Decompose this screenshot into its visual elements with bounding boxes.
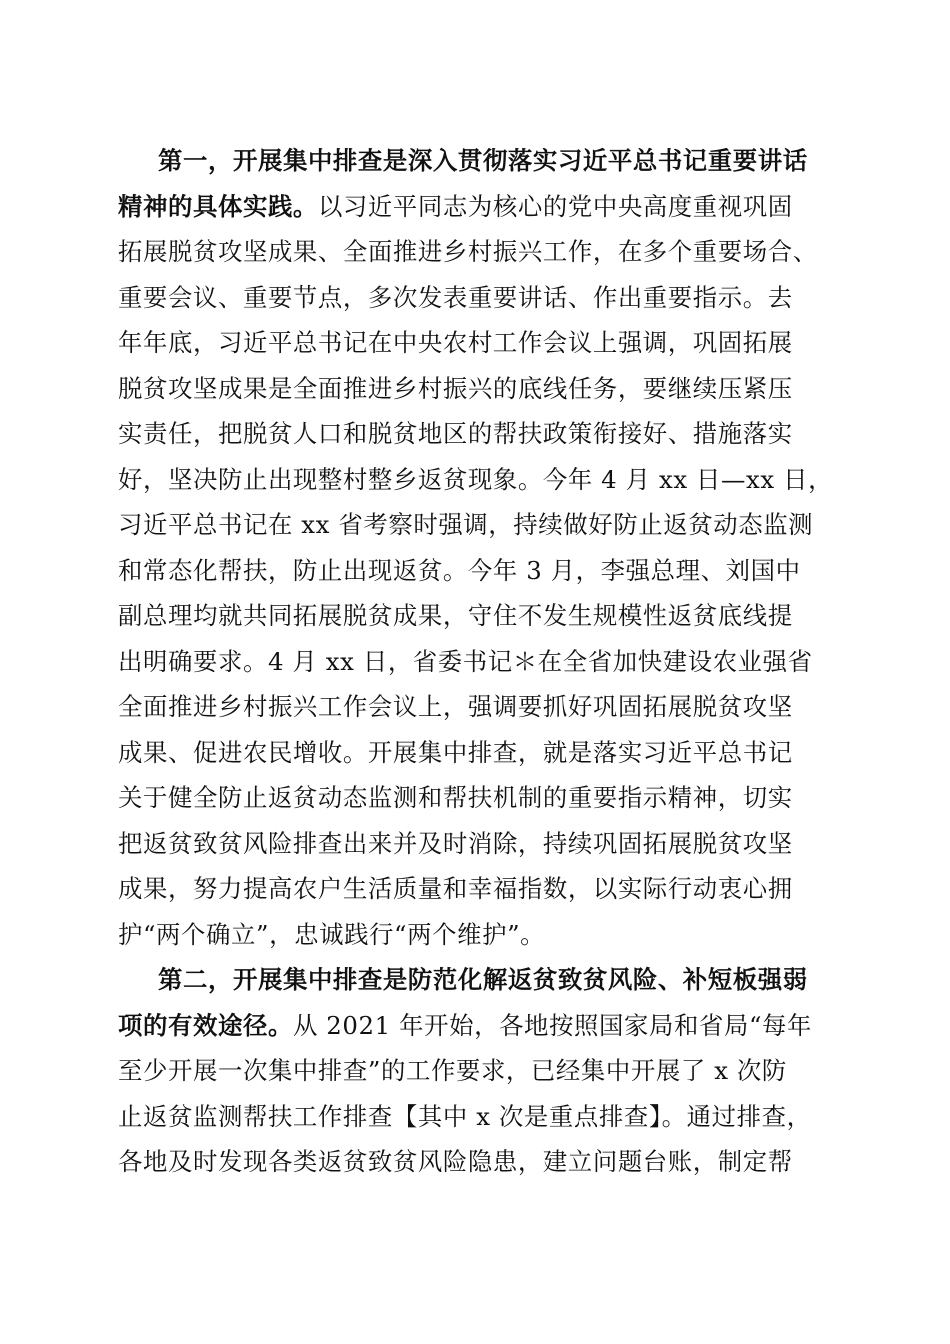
paragraph-1-line-4 [118, 283, 838, 313]
paragraph-1-line-9 [118, 510, 838, 540]
text-run: 以习近平同志为核心的党中央高度重视巩固 [317, 192, 793, 221]
text-run: 护“两个确立”，忠诚践行“两个维护”。 [118, 920, 546, 949]
paragraph-1-line-13 [118, 692, 838, 722]
text-run: 习近平总书记在 xx 省考察时强调，持续做好防止返贫动态监测 [118, 510, 814, 539]
paragraph-1-heading-end: 精神的具体实践。 [118, 192, 318, 221]
paragraph-1-line-17 [118, 874, 838, 904]
paragraph-1-line-16 [118, 829, 838, 859]
text-run: 各地及时发现各类返贫致贫风险隐患，建立问题台账，制定帮 [118, 1147, 793, 1176]
paragraph-1-heading: 第一，开展集中排查是深入贯彻落实习近平总书记重要讲话 [158, 146, 808, 175]
text-run: 副总理均就共同拓展脱贫成果，守住不发生规模性返贫底线提 [118, 601, 793, 630]
paragraph-1-line-11 [118, 601, 838, 631]
paragraph-2-line-5 [118, 1147, 838, 1177]
paragraph-1-line-5 [118, 328, 838, 358]
paragraph-1-line-1 [158, 146, 878, 176]
paragraph-2-line-4 [118, 1102, 838, 1132]
text-run: 拓展脱贫攻坚成果、全面推进乡村振兴工作，在多个重要场合、 [118, 237, 818, 266]
text-run: 至少开展一次集中排查”的工作要求，已经集中开展了 x 次防 [118, 1056, 787, 1085]
paragraph-2-line-2 [118, 1011, 838, 1041]
paragraph-1-line-3 [118, 237, 838, 267]
text-run: 年年底，习近平总书记在中央农村工作会议上强调，巩固拓展 [118, 328, 793, 357]
paragraph-1-line-12 [118, 647, 838, 677]
text-run: 出明确要求。4 月 xx 日，省委书记＊在全省加快建设农业强省 [118, 647, 813, 676]
paragraph-1-line-10 [118, 556, 838, 586]
paragraph-1-line-8 [118, 465, 838, 495]
paragraph-2-heading: 第二，开展集中排查是防范化解返贫致贫风险、补短板强弱 [158, 965, 808, 994]
text-run: 关于健全防止返贫动态监测和帮扶机制的重要指示精神，切实 [118, 783, 793, 812]
text-run: 重要会议、重要节点，多次发表重要讲话、作出重要指示。去 [118, 283, 793, 312]
text-run: 成果，努力提高农户生活质量和幸福指数，以实际行动衷心拥 [118, 874, 793, 903]
paragraph-1-line-7 [118, 419, 838, 449]
paragraph-1-line-15 [118, 783, 838, 813]
paragraph-1-line-6 [118, 374, 838, 404]
paragraph-2-heading-end: 项的有效途径。 [118, 1011, 293, 1040]
text-run: 脱贫攻坚成果是全面推进乡村振兴的底线任务，要继续压紧压 [118, 374, 793, 403]
text-run: 全面推进乡村振兴工作会议上，强调要抓好巩固拓展脱贫攻坚 [118, 692, 793, 721]
paragraph-1-line-18 [118, 920, 838, 950]
text-run: 实责任，把脱贫人口和脱贫地区的帮扶政策衔接好、措施落实 [118, 419, 793, 448]
text-run: 成果、促进农民增收。开展集中排查，就是落实习近平总书记 [118, 738, 793, 767]
text-run: 和常态化帮扶，防止出现返贫。今年 3 月，李强总理、刘国中 [118, 556, 801, 585]
text-run: 把返贫致贫风险排查出来并及时消除，持续巩固拓展脱贫攻坚 [118, 829, 793, 858]
text-run: 从 2021 年开始，各地按照国家局和省局“每年 [292, 1011, 813, 1040]
text-run: 止返贫监测帮扶工作排查【其中 x 次是重点排查】。通过排查， [118, 1102, 812, 1131]
paragraph-1-line-14 [118, 738, 838, 768]
paragraph-1-line-2 [118, 192, 838, 222]
text-run: 好，坚决防止出现整村整乡返贫现象。今年 4 月 xx 日—xx 日， [118, 465, 834, 494]
paragraph-2-line-3 [118, 1056, 838, 1086]
paragraph-2-line-1 [158, 965, 878, 995]
